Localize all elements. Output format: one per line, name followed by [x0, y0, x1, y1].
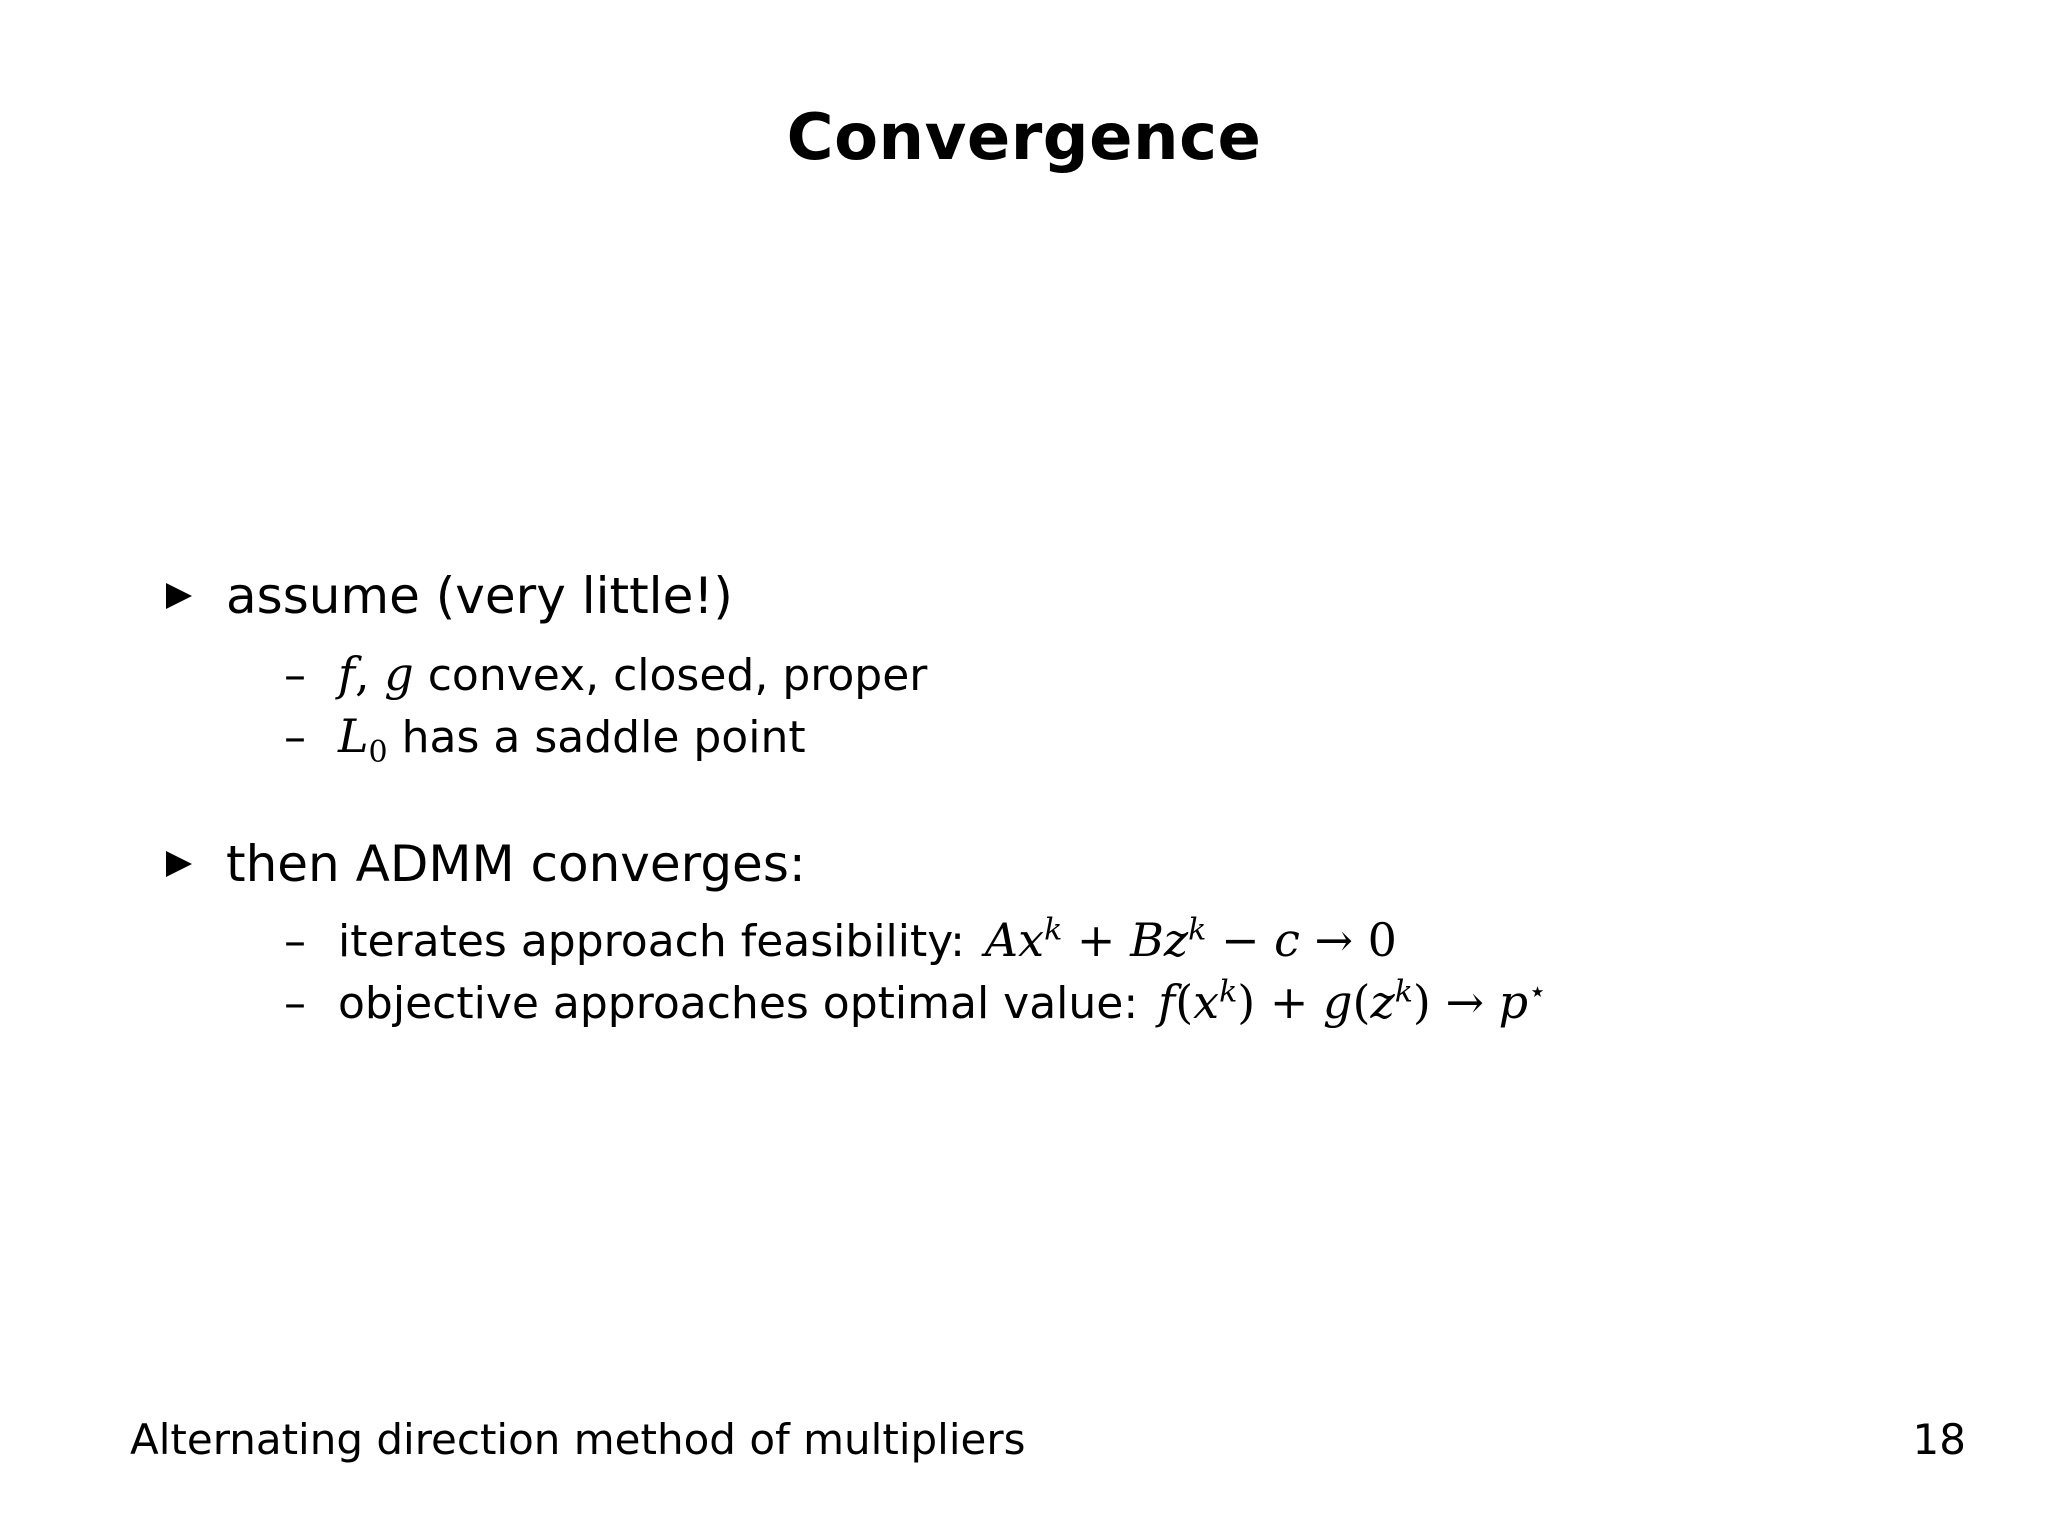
subitem-convex — [284, 646, 927, 704]
math-optimal: $f(x^k) + g(z^k) \to p^⋆$ — [1158, 974, 1547, 1029]
math-feasibility: $Ax^k + Bz^k - c \to 0$ — [984, 912, 1397, 967]
math-L0: $L_0$ — [338, 709, 388, 771]
dash-icon: – — [284, 916, 306, 967]
slide-title: Convergence — [786, 101, 1262, 175]
bullet-label: then ADMM converges: — [226, 835, 806, 893]
bullet-converges — [166, 834, 806, 894]
dash-icon: – — [284, 650, 306, 701]
bullet-assume — [166, 566, 733, 626]
subitem-feasibility — [284, 912, 1397, 970]
subitem-text: objective approaches optimal value: — [338, 978, 1139, 1029]
triangle-bullet-icon — [166, 851, 192, 877]
dash-icon: – — [284, 978, 306, 1029]
footer-title: Alternating direction method of multipliers — [130, 1415, 1026, 1464]
dash-icon: – — [284, 712, 306, 763]
subitem-text: convex, closed, proper — [427, 650, 928, 701]
bullet-label: assume (very little!) — [226, 567, 733, 625]
math-f-g: f, g — [338, 647, 414, 701]
page-number: 18 — [1912, 1415, 1966, 1464]
subitem-text: has a saddle point — [401, 712, 806, 763]
subitem-saddle — [284, 708, 806, 771]
subitem-optimal — [284, 974, 1547, 1032]
subitem-text: iterates approach feasibility: — [338, 916, 965, 967]
triangle-bullet-icon — [166, 583, 192, 609]
